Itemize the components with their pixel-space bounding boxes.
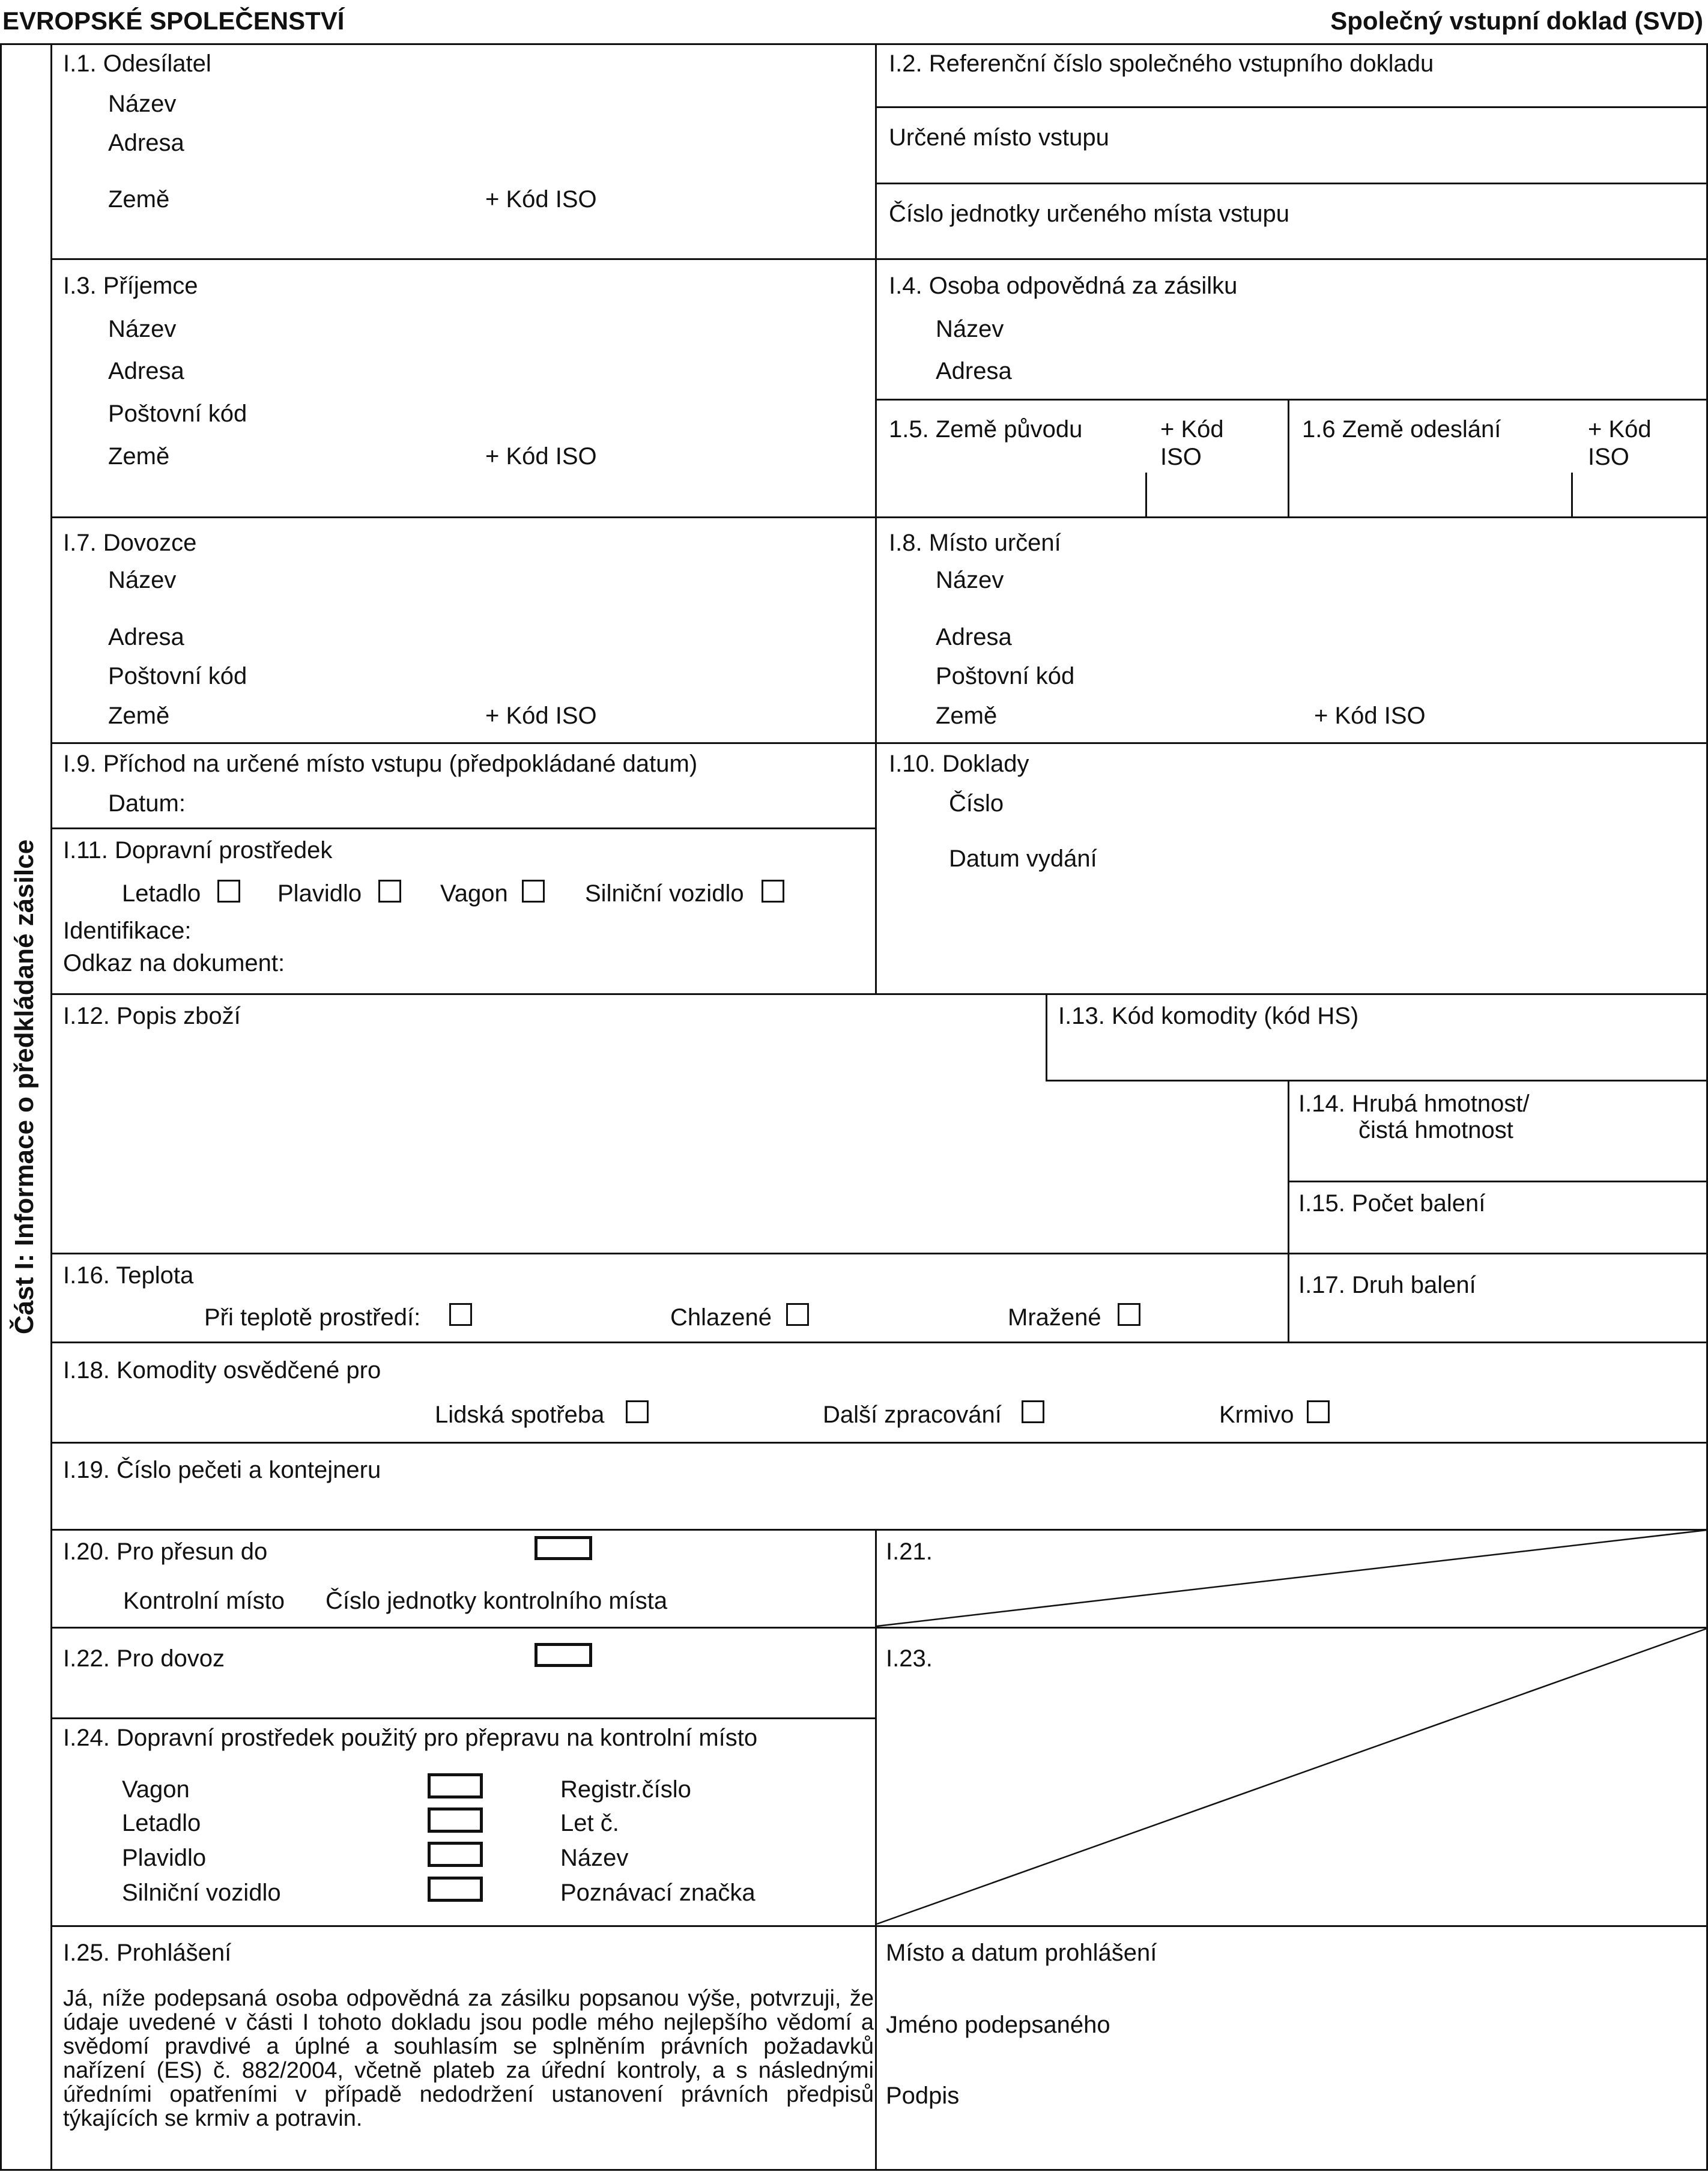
box-i10-datum-vydani: Datum vydání xyxy=(949,845,1097,872)
i11-identifikace: Identifikace: xyxy=(63,918,192,944)
box-i23-title: I.23. xyxy=(886,1645,933,1672)
box-i3-title: I.3. Příjemce xyxy=(63,273,198,299)
box-i1-zeme: Země xyxy=(108,186,170,213)
i24-letadlo-label: Letadlo xyxy=(122,1810,201,1836)
box-i17-title: I.17. Druh balení xyxy=(1298,1272,1476,1298)
i11-vagon-label: Vagon xyxy=(440,880,508,907)
box-i22-title: I.22. Pro dovoz xyxy=(63,1645,225,1672)
i22-checkbox[interactable] xyxy=(535,1643,592,1667)
i18-lidska-checkbox[interactable] xyxy=(626,1400,649,1423)
box-i13-title: I.13. Kód komodity (kód HS) xyxy=(1058,1003,1359,1029)
i11-letadlo-checkbox[interactable] xyxy=(217,880,240,903)
form-header-left: EVROPSKÉ SPOLEČENSTVÍ xyxy=(2,7,345,35)
i24-vagon-label: Vagon xyxy=(122,1776,190,1803)
box-i24-title: I.24. Dopravní prostředek použitý pro přepravu na kontrolní místo xyxy=(63,1725,758,1751)
box-i7-zeme: Země xyxy=(108,703,170,729)
i18-dalsi-label: Další zpracování xyxy=(823,1402,1002,1428)
box-i15-title: I.15. Počet balení xyxy=(1298,1190,1486,1217)
box-i5-iso-line2: ISO xyxy=(1160,444,1202,470)
i16-prostredi-label: Při teplotě prostředí: xyxy=(204,1304,421,1331)
box-i3-adresa: Adresa xyxy=(108,358,184,384)
i11-silnicni-checkbox[interactable] xyxy=(762,880,784,903)
i11-vagon-checkbox[interactable] xyxy=(522,880,545,903)
i24-silnicni-label: Silniční vozidlo xyxy=(122,1880,281,1906)
box-i6-title: 1.6 Země odeslání xyxy=(1302,416,1501,443)
i20-kontrolni-misto: Kontrolní místo xyxy=(123,1588,285,1614)
box-i10-cislo: Číslo xyxy=(949,790,1004,817)
box-i10-title: I.10. Doklady xyxy=(889,751,1029,777)
i20-cislo-jednotky: Číslo jednotky kontrolního místa xyxy=(326,1588,668,1614)
box-i8-nazev: Název xyxy=(936,567,1004,593)
i24-vagon-checkbox[interactable] xyxy=(428,1773,483,1798)
box-i12-title: I.12. Popis zboží xyxy=(63,1003,241,1029)
box-i16-title: I.16. Teplota xyxy=(63,1262,194,1289)
box-i8-adresa: Adresa xyxy=(936,624,1012,650)
i16-chlazene-checkbox[interactable] xyxy=(786,1303,809,1326)
box-i18-title: I.18. Komodity osvědčené pro xyxy=(63,1357,381,1384)
i25-misto-datum: Místo a datum prohlášení xyxy=(886,1940,1157,1966)
box-i5-title: 1.5. Země původu xyxy=(889,416,1083,443)
box-i3-postovni-kod: Poštovní kód xyxy=(108,401,247,427)
i24-letadlo-checkbox[interactable] xyxy=(428,1807,483,1833)
i16-chlazene-label: Chlazené xyxy=(670,1304,772,1331)
box-i8-zeme: Země xyxy=(936,703,998,729)
i24-let-label: Let č. xyxy=(560,1810,619,1836)
box-i8-postovni-kod: Poštovní kód xyxy=(936,663,1075,689)
box-i25-title: I.25. Prohlášení xyxy=(63,1940,232,1966)
i25-jmeno: Jméno podepsaného xyxy=(886,2012,1110,2038)
box-i7-postovni-kod: Poštovní kód xyxy=(108,663,247,689)
i11-plavidlo-label: Plavidlo xyxy=(277,880,362,907)
i24-nazev-label: Název xyxy=(560,1845,629,1871)
i20-checkbox[interactable] xyxy=(535,1536,592,1560)
box-i14-title-line2: čistá hmotnost xyxy=(1358,1117,1513,1143)
box-i6-iso-line1: + Kód xyxy=(1588,416,1652,443)
i18-krmivo-checkbox[interactable] xyxy=(1307,1400,1330,1423)
box-i11-title: I.11. Dopravní prostředek xyxy=(63,837,333,864)
box-i8-title: I.8. Místo určení xyxy=(889,530,1061,556)
box-i3-nazev: Název xyxy=(108,316,177,342)
box-i7-adresa: Adresa xyxy=(108,624,184,650)
box-i6-iso-line2: ISO xyxy=(1588,444,1629,470)
i24-silnicni-checkbox[interactable] xyxy=(428,1877,483,1902)
i11-letadlo-label: Letadlo xyxy=(122,880,201,907)
i25-declaration-text: Já, níže podepsaná osoba odpovědná za zásilku popsanou výše, potvrzuji, že údaje uvedené v části I tohoto dokladu jsou podle mého nejlepšího vědomí a svědomí pravdivé a úplné a souhlasím se splněním právních požadavků nařízení (ES) č. 882/2004, včetně plateb za úřední kontroly, a s následnými úředními opatřeními v případě nedodržení ustanovení právních předpisů týkajících se krmiv a potravin. xyxy=(63,1986,874,2131)
i11-plavidlo-checkbox[interactable] xyxy=(378,880,401,903)
box-i1-nazev: Název xyxy=(108,91,177,117)
i18-lidska-label: Lidská spotřeba xyxy=(435,1402,605,1428)
box-i4-nazev: Název xyxy=(936,316,1004,342)
i11-odkaz: Odkaz na dokument: xyxy=(63,950,285,976)
box-i3-zeme: Země xyxy=(108,443,170,470)
box-i2-title: I.2. Referenční číslo společného vstupního dokladu xyxy=(889,50,1434,77)
i16-mrazene-checkbox[interactable] xyxy=(1118,1303,1140,1326)
box-i20-title: I.20. Pro přesun do xyxy=(63,1538,268,1565)
i24-znacka-label: Poznávací značka xyxy=(560,1880,756,1906)
box-i14-title-line1: I.14. Hrubá hmotnost/ xyxy=(1298,1091,1530,1117)
box-i7-nazev: Název xyxy=(108,567,177,593)
i24-plavidlo-label: Plavidlo xyxy=(122,1845,207,1871)
box-i21-title: I.21. xyxy=(886,1538,933,1565)
i16-mrazene-label: Mražené xyxy=(1008,1304,1101,1331)
box-i4-title: I.4. Osoba odpovědná za zásilku xyxy=(889,273,1238,299)
box-i5-iso-line1: + Kód xyxy=(1160,416,1224,443)
i25-podpis: Podpis xyxy=(886,2083,960,2109)
box-i7-kod-iso: + Kód ISO xyxy=(485,703,597,729)
i16-prostredi-checkbox[interactable] xyxy=(449,1303,472,1326)
form-header-right: Společný vstupní doklad (SVD) xyxy=(1330,7,1703,35)
box-i9-datum: Datum: xyxy=(108,790,186,817)
box-i3-kod-iso: + Kód ISO xyxy=(485,443,597,470)
box-i1-kod-iso: + Kód ISO xyxy=(485,186,597,213)
box-i7-title: I.7. Dovozce xyxy=(63,530,197,556)
side-label: Část I: Informace o předkládané zásilce xyxy=(10,839,39,1335)
box-i19-title: I.19. Číslo pečeti a kontejneru xyxy=(63,1457,381,1483)
box-i2-place: Určené místo vstupu xyxy=(889,124,1109,151)
i11-silnicni-label: Silniční vozidlo xyxy=(585,880,744,907)
box-i1-title: I.1. Odesílatel xyxy=(63,50,211,77)
box-i8-kod-iso: + Kód ISO xyxy=(1314,703,1426,729)
box-i1-adresa: Adresa xyxy=(108,130,184,156)
box-i9-title: I.9. Příchod na určené místo vstupu (předpokládané datum) xyxy=(63,751,698,777)
i18-dalsi-checkbox[interactable] xyxy=(1022,1400,1044,1423)
i18-krmivo-label: Krmivo xyxy=(1219,1402,1294,1428)
box-i2-unit: Číslo jednotky určeného místa vstupu xyxy=(889,201,1290,227)
box-i4-adresa: Adresa xyxy=(936,358,1012,384)
i24-registr-label: Registr.číslo xyxy=(560,1776,691,1803)
i24-plavidlo-checkbox[interactable] xyxy=(428,1842,483,1867)
